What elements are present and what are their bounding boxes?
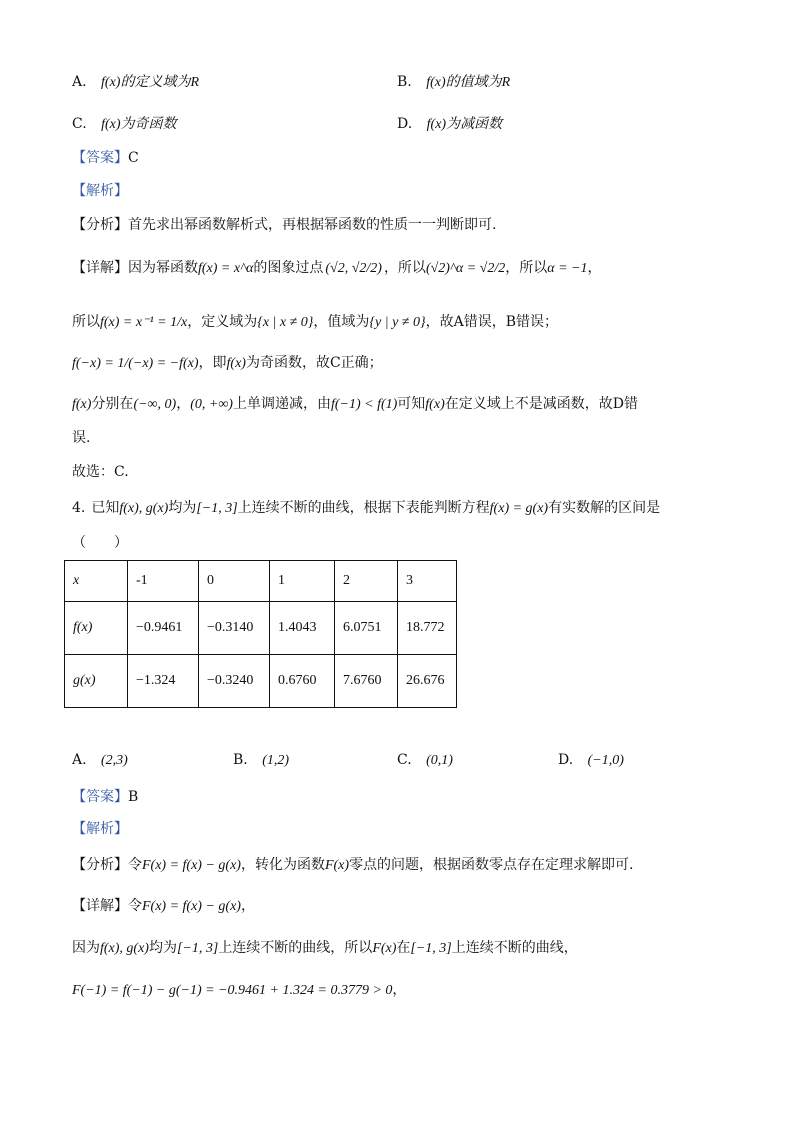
q3-detail-line4 <box>72 394 638 415</box>
table-cell: 0.6760 <box>270 655 335 708</box>
table-cell: 1.4043 <box>270 602 335 655</box>
table-cell: −0.3240 <box>199 655 270 708</box>
formula: [−1, 3] <box>410 941 452 956</box>
q3-fenxi <box>72 215 496 235</box>
formula: F(x) <box>324 858 350 873</box>
text: 有实数解的区间是 <box>548 500 661 516</box>
q3-option-d <box>397 114 502 135</box>
formula: F(−1) = f(−1) − g(−1) = −0.9461 + 1.324 = 0.3779 > 0 <box>72 983 393 998</box>
formula: f(x) <box>425 397 445 412</box>
table-cell: g(x) <box>65 655 128 708</box>
q3-answer <box>72 148 139 168</box>
table-header-row <box>65 561 457 602</box>
formula: F(x) = f(x) − g(x) <box>142 899 241 914</box>
formula: F(x) <box>372 941 397 956</box>
table-cell: 0 <box>199 561 270 602</box>
text: 均为 <box>168 500 197 516</box>
formula: f(x), g(x) <box>100 941 149 956</box>
option-text: f(x)的定义域为R <box>101 75 199 90</box>
q3-detail-line6: 故选：C. <box>72 464 129 480</box>
text: 所以 <box>72 314 100 330</box>
q4-option-d <box>558 750 624 771</box>
fenxi-tag: 【分析】 <box>72 857 128 873</box>
table-cell: 7.6760 <box>335 655 398 708</box>
text: ，值域为 <box>313 314 370 330</box>
formula: f(x) <box>72 397 92 412</box>
formula: (0, +∞) <box>190 397 233 412</box>
text: 上连续不断的曲线，所以 <box>218 940 373 956</box>
formula: {x | x ≠ 0} <box>257 315 314 330</box>
formula: f(x) <box>226 356 246 371</box>
option-letter: C. <box>72 116 87 132</box>
formula: {y | y ≠ 0} <box>369 315 426 330</box>
formula: f(x) = x^α <box>198 261 254 276</box>
text: 令 <box>128 898 142 914</box>
formula: f(x) = g(x) <box>489 501 549 516</box>
q4-detail-line3 <box>72 980 406 1001</box>
option-text: f(x)为奇函数 <box>101 117 177 132</box>
text: ， <box>176 396 191 412</box>
text: 因为 <box>72 940 100 956</box>
option-letter: D. <box>558 752 574 768</box>
formula: f(−x) = 1/(−x) = −f(x) <box>72 356 199 371</box>
text: 在 <box>396 940 411 956</box>
option-letter: B. <box>397 74 412 90</box>
table-row <box>65 602 457 655</box>
table-cell: −0.9461 <box>128 602 199 655</box>
detail-tag: 【详解】 <box>72 898 128 914</box>
formula: α = −1 <box>547 261 588 276</box>
text: 在定义域上不是减函数，故D错 <box>444 396 638 412</box>
q3-detail-line1 <box>72 258 601 279</box>
text: ，所以 <box>383 260 426 276</box>
q4-detail-line1 <box>72 896 255 917</box>
option-text: f(x)为减函数 <box>426 117 503 132</box>
option-text: (1,2) <box>262 753 290 768</box>
table-row <box>65 655 457 708</box>
question-number: 4. <box>72 500 86 516</box>
text: 上连续不断的曲线，根据下表能判断方程 <box>237 500 490 516</box>
q4-stem <box>72 498 660 519</box>
option-text: (0,1) <box>426 753 453 768</box>
table-cell: -1 <box>128 561 199 602</box>
text: ，定义域为 <box>187 314 258 330</box>
text: ， <box>392 982 407 998</box>
table-cell: −1.324 <box>128 655 199 708</box>
text: 因为幂函数 <box>128 260 198 276</box>
text: 令 <box>128 857 142 873</box>
formula: F(x) = f(x) − g(x) <box>142 858 241 873</box>
text: 零点的问题，根据函数零点存在定理求解即可. <box>349 857 634 873</box>
formula: f(−1) < f(1) <box>330 397 398 412</box>
q4-analysis-tag: 【解析】 <box>72 821 128 837</box>
fenxi-text: 首先求出幂函数解析式，再根据幂函数的性质一一判断即可. <box>128 217 497 233</box>
option-letter: A. <box>72 74 87 90</box>
answer-tag: 【答案】 <box>72 789 128 805</box>
table-cell: x <box>65 561 128 602</box>
text: ，所以 <box>505 260 548 276</box>
q3-option-c <box>72 114 177 135</box>
q3-analysis-tag: 【解析】 <box>72 183 128 199</box>
text: 上连续不断的曲线， <box>451 940 578 956</box>
q4-answer <box>72 787 138 807</box>
table-cell: 3 <box>398 561 457 602</box>
q3-detail-line2 <box>72 312 558 333</box>
option-letter: A. <box>72 752 87 768</box>
fenxi-tag: 【分析】 <box>72 217 128 233</box>
table-cell: 6.0751 <box>335 602 398 655</box>
q3-detail-line5: 误. <box>72 430 91 446</box>
q3-option-a <box>72 72 199 93</box>
formula: (√2)^α = √2/2 <box>425 261 506 276</box>
answer-tag: 【答案】 <box>72 150 128 166</box>
option-letter: B. <box>233 752 248 768</box>
q4-option-b <box>233 750 289 771</box>
option-text: (2,3) <box>101 753 128 768</box>
table-cell: 2 <box>335 561 398 602</box>
option-letter: C. <box>397 752 412 768</box>
table-cell: 18.772 <box>398 602 457 655</box>
text: ， <box>240 898 255 914</box>
q3-option-b <box>397 72 510 93</box>
text: ，即 <box>198 355 227 371</box>
value-table <box>64 560 457 708</box>
text: ，故A错误，B错误； <box>425 314 558 330</box>
formula: [−1, 3] <box>176 941 219 956</box>
formula: [−1, 3] <box>196 501 238 516</box>
table-cell: −0.3140 <box>199 602 270 655</box>
text: ， <box>587 260 602 276</box>
text: 上单调递减，由 <box>232 396 331 412</box>
text: 已知 <box>91 500 120 516</box>
answer-value: B <box>128 789 139 805</box>
detail-tag: 【详解】 <box>72 260 128 276</box>
text: 均为 <box>148 940 177 956</box>
q4-detail-line2 <box>72 938 578 959</box>
answer-value: C <box>128 150 139 166</box>
q4-option-c <box>397 750 453 771</box>
q4-paren: （ ） <box>72 535 128 551</box>
table-cell: 26.676 <box>398 655 457 708</box>
q4-fenxi <box>72 855 634 876</box>
text: 可知 <box>397 396 426 412</box>
q4-option-a <box>72 750 128 771</box>
q3-detail-line3 <box>72 353 383 374</box>
formula: f(x), g(x) <box>119 501 169 516</box>
text: ，转化为函数 <box>240 857 325 873</box>
text: 分别在 <box>91 396 134 412</box>
table-cell: 1 <box>270 561 335 602</box>
option-text: (−1,0) <box>587 753 624 768</box>
text: 的图象过点 <box>253 260 324 276</box>
formula: f(x) = x⁻¹ = 1/x <box>100 315 188 330</box>
table-cell: f(x) <box>65 602 128 655</box>
option-text: f(x)的值域为R <box>426 75 511 90</box>
option-letter: D. <box>397 116 413 132</box>
formula: (−∞, 0) <box>133 397 177 412</box>
formula: (√2, √2/2) <box>325 261 382 276</box>
text: 为奇函数，故C正确； <box>245 355 383 371</box>
